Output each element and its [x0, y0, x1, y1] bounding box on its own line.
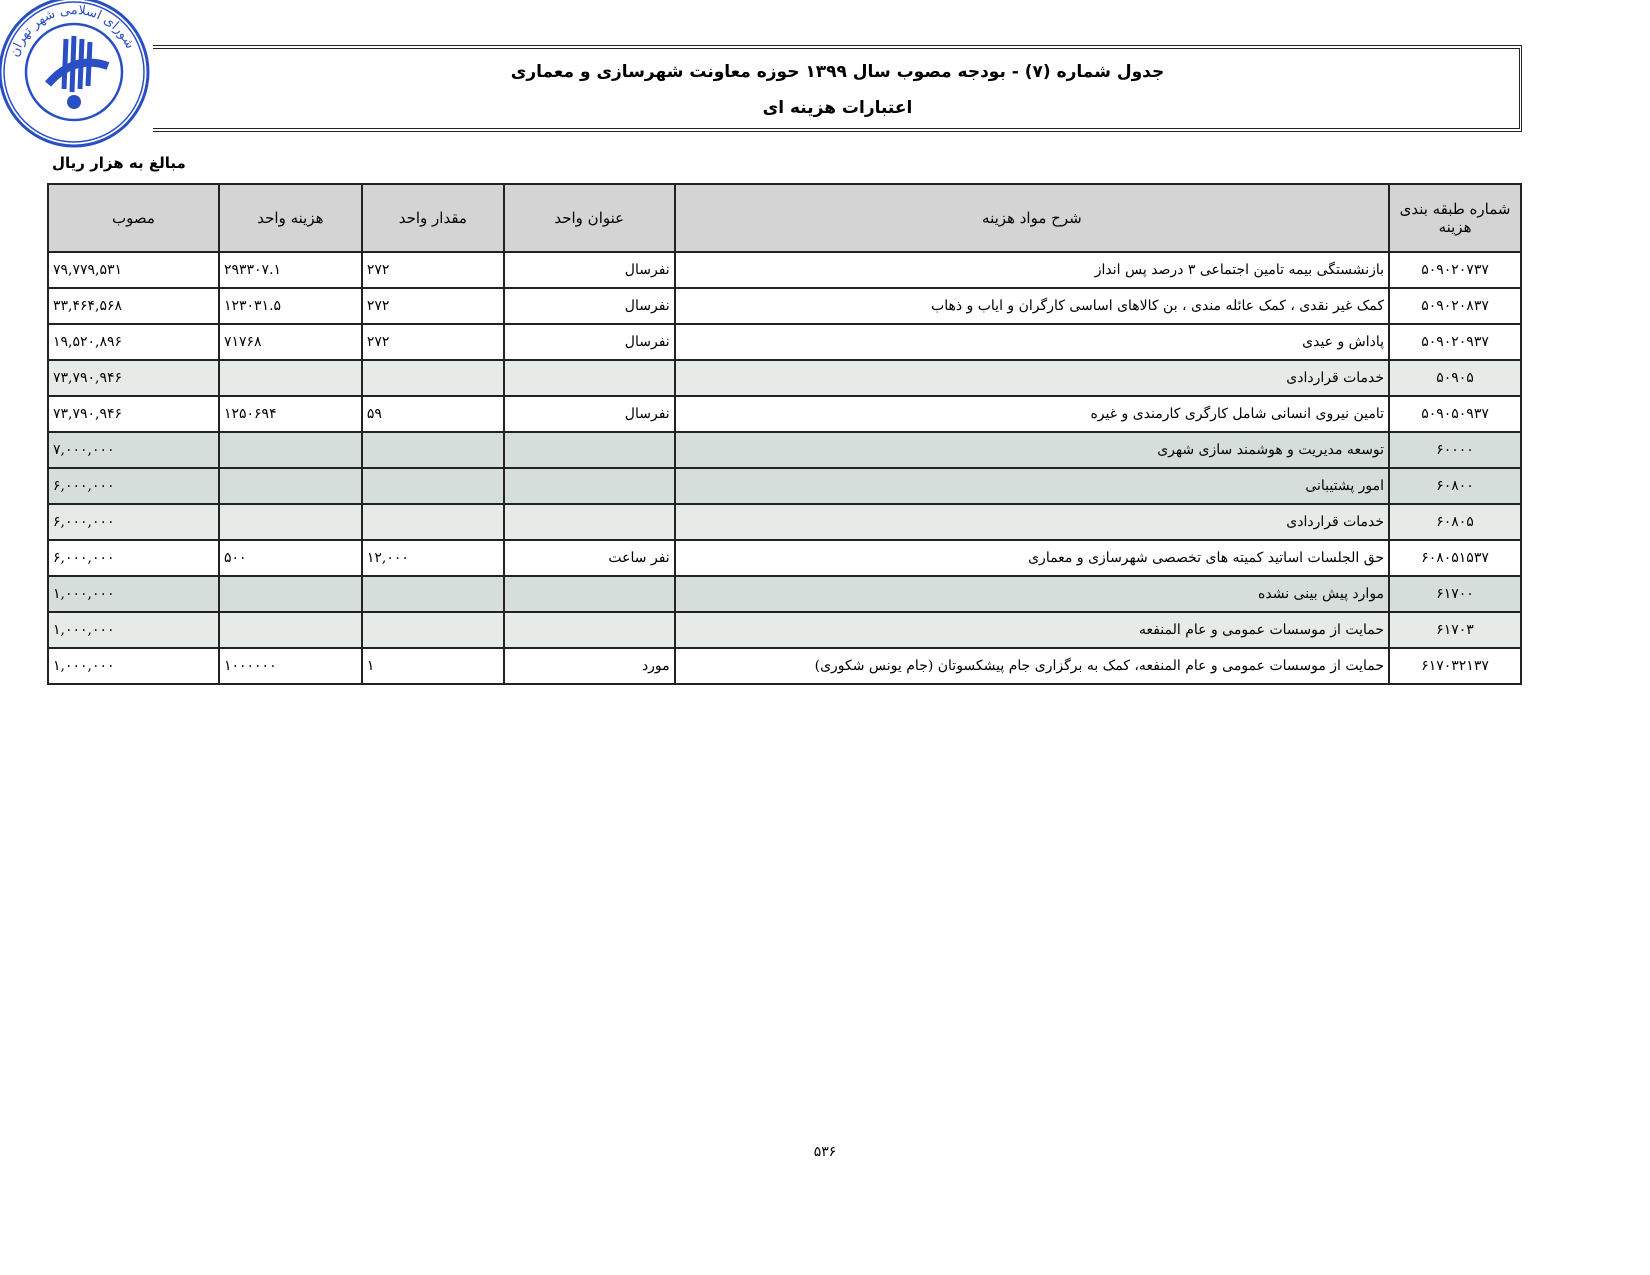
cell-description: بازنشستگی بیمه تامین اجتماعی ۳ درصد پس انداز — [675, 252, 1389, 288]
cell-code: ۶۱۷۰۰ — [1389, 576, 1521, 612]
cell-unit-cost: ۱۰۰۰۰۰۰ — [219, 648, 362, 684]
cell-unit-title: نفرسال — [504, 252, 675, 288]
cell-unit-quantity — [362, 576, 504, 612]
col-header-unit-cost: هزینه واحد — [219, 184, 362, 252]
cell-unit-quantity — [362, 612, 504, 648]
cell-unit-quantity: ۲۷۲ — [362, 252, 504, 288]
cell-unit-cost — [219, 612, 362, 648]
cell-description: کمک غیر نقدی ، کمک عائله مندی ، بن کالاهای اساسی کارگران و ایاب و ذهاب — [675, 288, 1389, 324]
cell-unit-title — [504, 612, 675, 648]
cell-code: ۵۰۹۰۲۰۷۳۷ — [1389, 252, 1521, 288]
cell-unit-title: نفر ساعت — [504, 540, 675, 576]
cell-description: توسعه مدیریت و هوشمند سازی شهری — [675, 432, 1389, 468]
table-row — [48, 360, 1521, 396]
cell-unit-title — [504, 468, 675, 504]
table-row — [48, 252, 1521, 288]
cell-approved: ۱,۰۰۰,۰۰۰ — [48, 648, 219, 684]
cell-unit-title — [504, 576, 675, 612]
cell-code: ۶۰۰۰۰ — [1389, 432, 1521, 468]
cell-unit-cost: ۵۰۰ — [219, 540, 362, 576]
col-header-unit-quantity: مقدار واحد — [362, 184, 504, 252]
cell-unit-quantity: ۲۷۲ — [362, 288, 504, 324]
col-header-approved: مصوب — [48, 184, 219, 252]
cell-unit-title — [504, 360, 675, 396]
cell-unit-quantity: ۱۲,۰۰۰ — [362, 540, 504, 576]
cell-unit-quantity — [362, 360, 504, 396]
col-header-code: شماره طبقه بندی هزینه — [1389, 184, 1521, 252]
cell-unit-cost — [219, 504, 362, 540]
council-seal-stamp — [0, 0, 152, 150]
cell-unit-title — [504, 432, 675, 468]
cell-code: ۶۱۷۰۳۲۱۳۷ — [1389, 648, 1521, 684]
table-row — [48, 612, 1521, 648]
cell-unit-cost — [219, 576, 362, 612]
page-number: ۵۳۶ — [813, 1144, 837, 1160]
cell-unit-quantity — [362, 432, 504, 468]
page-title: جدول شماره (۷) - بودجه مصوب سال ۱۳۹۹ حوزه معاونت شهرسازی و معماری — [510, 62, 1165, 82]
cell-code: ۵۰۹۰۲۰۸۳۷ — [1389, 288, 1521, 324]
cell-unit-title: نفرسال — [504, 324, 675, 360]
col-header-unit-title: عنوان واحد — [504, 184, 675, 252]
cell-approved: ۷۳,۷۹۰,۹۴۶ — [48, 360, 219, 396]
cell-unit-cost — [219, 432, 362, 468]
cell-unit-title: نفرسال — [504, 396, 675, 432]
title-frame — [153, 45, 1522, 132]
cell-code: ۶۱۷۰۳ — [1389, 612, 1521, 648]
table-row — [48, 468, 1521, 504]
cell-unit-quantity — [362, 504, 504, 540]
cell-description: خدمات قراردادی — [675, 504, 1389, 540]
cell-description: حمایت از موسسات عمومی و عام المنفعه — [675, 612, 1389, 648]
cell-unit-cost — [219, 360, 362, 396]
cell-description: حق الجلسات اساتید کمیته های تخصصی شهرسازی و معماری — [675, 540, 1389, 576]
cell-approved: ۶,۰۰۰,۰۰۰ — [48, 468, 219, 504]
cell-code: ۶۰۸۰۵ — [1389, 504, 1521, 540]
svg-text:شورای اسلامی شهر تهران: شورای اسلامی شهر تهران — [7, 2, 138, 59]
cell-approved: ۷۳,۷۹۰,۹۴۶ — [48, 396, 219, 432]
cell-description: تامین نیروی انسانی شامل کارگری کارمندی و غیره — [675, 396, 1389, 432]
table-row — [48, 576, 1521, 612]
table-row — [48, 324, 1521, 360]
cell-unit-cost: ۲۹۳۳۰۷.۱ — [219, 252, 362, 288]
cell-unit-title — [504, 504, 675, 540]
cell-unit-quantity: ۱ — [362, 648, 504, 684]
cell-description: حمایت از موسسات عمومی و عام المنفعه، کمک به برگزاری جام پیشکسوتان (جام یونس شکوری) — [675, 648, 1389, 684]
budget-table — [47, 183, 1522, 685]
table-row — [48, 504, 1521, 540]
cell-description: پاداش و عیدی — [675, 324, 1389, 360]
cell-unit-cost: ۱۲۵۰۶۹۴ — [219, 396, 362, 432]
cell-approved: ۶,۰۰۰,۰۰۰ — [48, 504, 219, 540]
table-row — [48, 432, 1521, 468]
cell-code: ۶۰۸۰۵۱۵۳۷ — [1389, 540, 1521, 576]
cell-unit-title: نفرسال — [504, 288, 675, 324]
cell-unit-cost: ۱۲۳۰۳۱.۵ — [219, 288, 362, 324]
table-row — [48, 396, 1521, 432]
table-row — [48, 648, 1521, 684]
cell-unit-cost: ۷۱۷۶۸ — [219, 324, 362, 360]
cell-code: ۵۰۹۰۵۰۹۳۷ — [1389, 396, 1521, 432]
cell-approved: ۶,۰۰۰,۰۰۰ — [48, 540, 219, 576]
cell-unit-quantity — [362, 468, 504, 504]
cell-unit-quantity: ۵۹ — [362, 396, 504, 432]
cell-approved: ۱,۰۰۰,۰۰۰ — [48, 612, 219, 648]
cell-description: موارد پیش بینی نشده — [675, 576, 1389, 612]
cell-approved: ۱۹,۵۲۰,۸۹۶ — [48, 324, 219, 360]
cell-code: ۵۰۹۰۵ — [1389, 360, 1521, 396]
col-header-description: شرح مواد هزینه — [675, 184, 1389, 252]
cell-unit-cost — [219, 468, 362, 504]
cell-unit-title: مورد — [504, 648, 675, 684]
cell-approved: ۷۹,۷۷۹,۵۳۱ — [48, 252, 219, 288]
table-row — [48, 288, 1521, 324]
cell-approved: ۷,۰۰۰,۰۰۰ — [48, 432, 219, 468]
cell-code: ۶۰۸۰۰ — [1389, 468, 1521, 504]
table-header-row — [48, 184, 1521, 252]
table-row — [48, 540, 1521, 576]
currency-unit-note: مبالغ به هزار ریال — [52, 154, 186, 172]
cell-unit-quantity: ۲۷۲ — [362, 324, 504, 360]
cell-approved: ۱,۰۰۰,۰۰۰ — [48, 576, 219, 612]
cell-code: ۵۰۹۰۲۰۹۳۷ — [1389, 324, 1521, 360]
cell-description: خدمات قراردادی — [675, 360, 1389, 396]
cell-approved: ۳۳,۴۶۴,۵۶۸ — [48, 288, 219, 324]
cell-description: امور پشتیبانی — [675, 468, 1389, 504]
page-subtitle: اعتبارات هزینه ای — [762, 98, 913, 118]
